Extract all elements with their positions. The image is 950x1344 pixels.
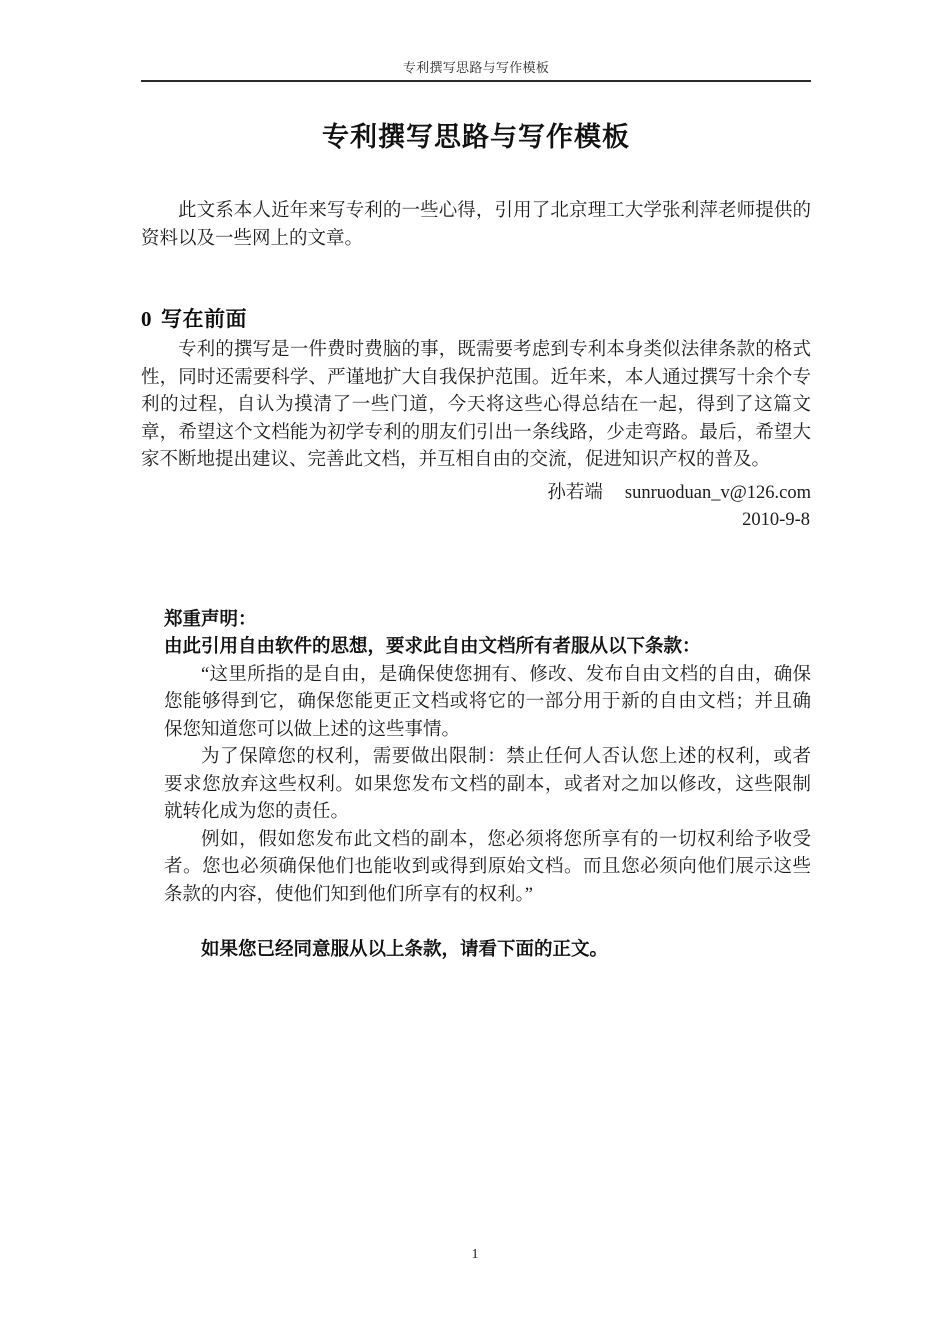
declaration-paragraph-2: 为了保障您的权利，需要做出限制：禁止任何人否认您上述的权利，或者要求您放弃这些权利。如果您发布文档的副本，或者对之加以修改，这些限制就转化成为您的责任。 (164, 747, 811, 822)
author-name: 孙若端 (547, 482, 603, 503)
section-number: 0 (141, 307, 152, 331)
page-title: 专利撰写思路与写作模板 (322, 122, 630, 152)
page-content (141, 0, 811, 983)
declaration-closing: 如果您已经同意服从以上条款，请看下面的正文。 (201, 940, 609, 960)
declaration-paragraph-3: 例如，假如您发布此文档的副本，您必须将您所享有的一切权利给予收受者。您也必须确保他们也能收到或得到原始文档。而且您必须向他们展示这些条款的内容，使他们知到他们所享有的权利。” (164, 829, 811, 905)
intro-paragraph: 此文系本人近年来写专利的一些心得，引用了北京理工大学张利萍老师提供的资料以及一些网上的文章。 (141, 201, 811, 249)
signature-block (141, 480, 811, 535)
declaration-paragraph-1: “这里所指的是自由，是确保使您拥有、修改、发布自由文档的自由，确保您能够得到它，确保您能更正文档或将它的一部分用于新的自由文档；并且确保您知道您可以做上述的这些事情。 (164, 664, 811, 740)
author-email: sunruoduan_v@126.com (624, 482, 811, 503)
section-title: 写在前面 (161, 307, 247, 331)
declaration-title: 郑重声明： (164, 609, 257, 630)
header-divider (141, 80, 811, 82)
declaration-block (164, 607, 811, 965)
section-heading-0 (141, 305, 811, 333)
running-header: 专利撰写思路与写作模板 (402, 60, 550, 75)
section-0-paragraph: 专利的撰写是一件费时费脑的事，既需要考虑到专利本身类似法律条款的格式性，同时还需要科学、严谨地扩大自我保护范围。近年来，本人通过撰写十余个专利的过程，自认为摸清了一些门道，今天将这些心得总结在一起，得到了这篇文章，希望这个文档能为初学专利的朋友们引出一条线路，少走弯路。最后，希望大家不断地提出建议、完善此文档，并互相自由的交流，促进知识产权的普及。 (141, 340, 811, 470)
page-number: 1 (471, 1247, 479, 1262)
signature-line (141, 480, 811, 508)
declaration-subtitle: 由此引用自由软件的思想，要求此自由文档所有者服从以下条款： (164, 637, 701, 657)
signature-date: 2010-9-8 (742, 510, 810, 530)
